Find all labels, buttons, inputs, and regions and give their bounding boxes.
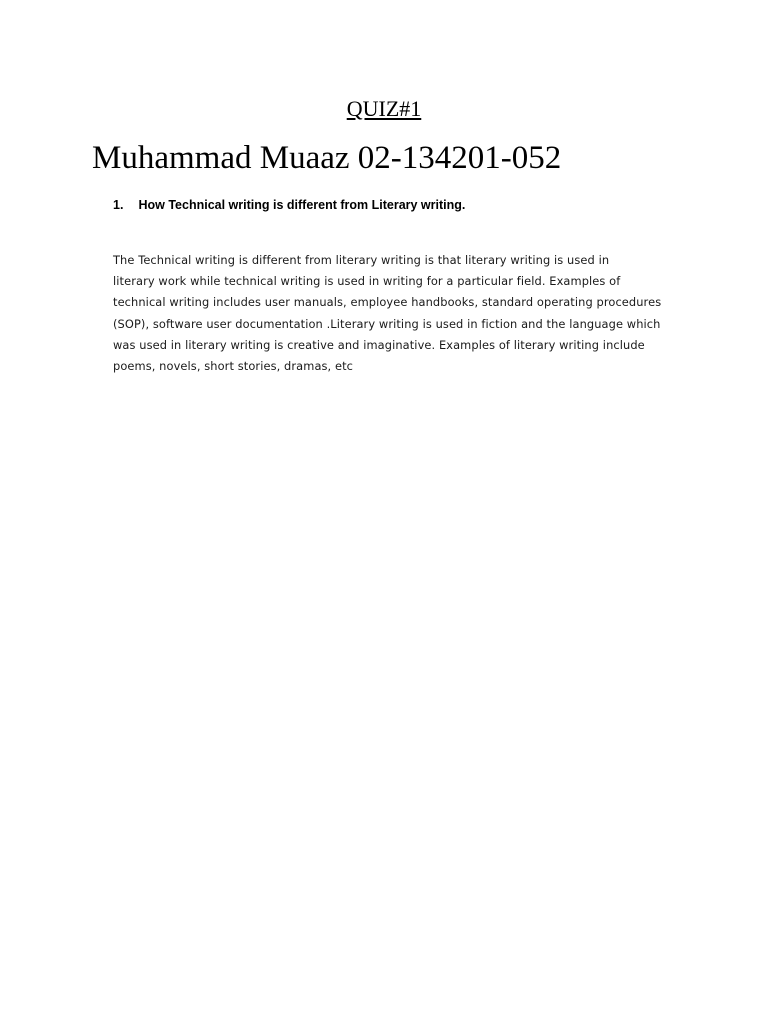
- question-item: [113, 198, 465, 212]
- author-name-and-id: Muhammad Muaaz 02-134201-052: [92, 140, 562, 176]
- answer-line: (SOP), software user documentation .Literary writing is used in fiction and the language which: [113, 316, 661, 331]
- question-text: How Technical writing is different from Literary writing.: [138, 198, 466, 212]
- answer-line: poems, novels, short stories, dramas, etc: [113, 359, 354, 374]
- answer-line: was used in literary writing is creative and imaginative. Examples of literary writing include: [113, 337, 645, 352]
- answer-line: technical writing includes user manuals, employee handbooks, standard operating procedures: [113, 295, 662, 310]
- answer-line: literary work while technical writing is used in writing for a particular field. Examples of: [113, 274, 621, 289]
- answer-line: The Technical writing is different from literary writing is that literary writing is used in: [113, 253, 610, 267]
- answer-paragraph: [113, 250, 683, 377]
- question-number: 1.: [113, 198, 124, 212]
- quiz-title: QUIZ#1: [346, 96, 422, 121]
